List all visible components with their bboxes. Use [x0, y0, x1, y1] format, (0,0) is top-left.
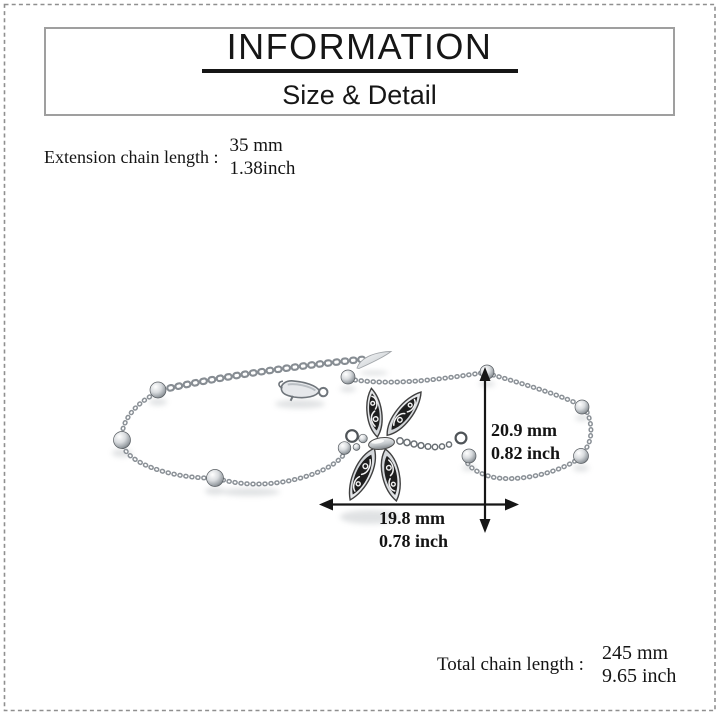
total-chain-spec: [437, 642, 676, 688]
page-title: INFORMATION: [226, 26, 493, 67]
wing-lower-right: [377, 447, 405, 502]
wing-upper-left: [364, 387, 384, 437]
pendant-height-mm: 20.9 mm: [491, 420, 557, 440]
total-chain-mm: 245 mm: [601, 642, 669, 664]
total-chain-inch: 9.65 inch: [601, 665, 677, 687]
extension-chain-spec: [44, 134, 295, 180]
extension-chain: [170, 359, 366, 388]
extension-chain-inch: 1.38inch: [229, 158, 296, 179]
header-box: [44, 27, 675, 116]
vertical-dimension-arrow: [480, 367, 491, 533]
extension-chain-mm: 35 mm: [229, 135, 283, 156]
pendant-width-label: [379, 507, 448, 553]
page-subtitle: Size & Detail: [282, 80, 437, 110]
wing-upper-right: [381, 387, 427, 440]
pendant-body: [368, 436, 395, 451]
dragonfly-pendant: [338, 387, 476, 503]
pendant-width-mm: 19.8 mm: [379, 508, 445, 528]
pendant-tail: [397, 433, 476, 463]
teardrop-tag: [357, 352, 391, 369]
wing-lower-left: [342, 445, 382, 504]
pendant-head: [338, 430, 367, 454]
pendant-width-inch: 0.78 inch: [379, 531, 449, 551]
pendant-height-label: [491, 419, 560, 465]
pendant-height-inch: 0.82 inch: [491, 443, 561, 463]
extension-chain-label: Extension chain length :: [44, 146, 219, 167]
title-underline: [202, 69, 518, 73]
total-chain-label: Total chain length :: [437, 654, 584, 675]
